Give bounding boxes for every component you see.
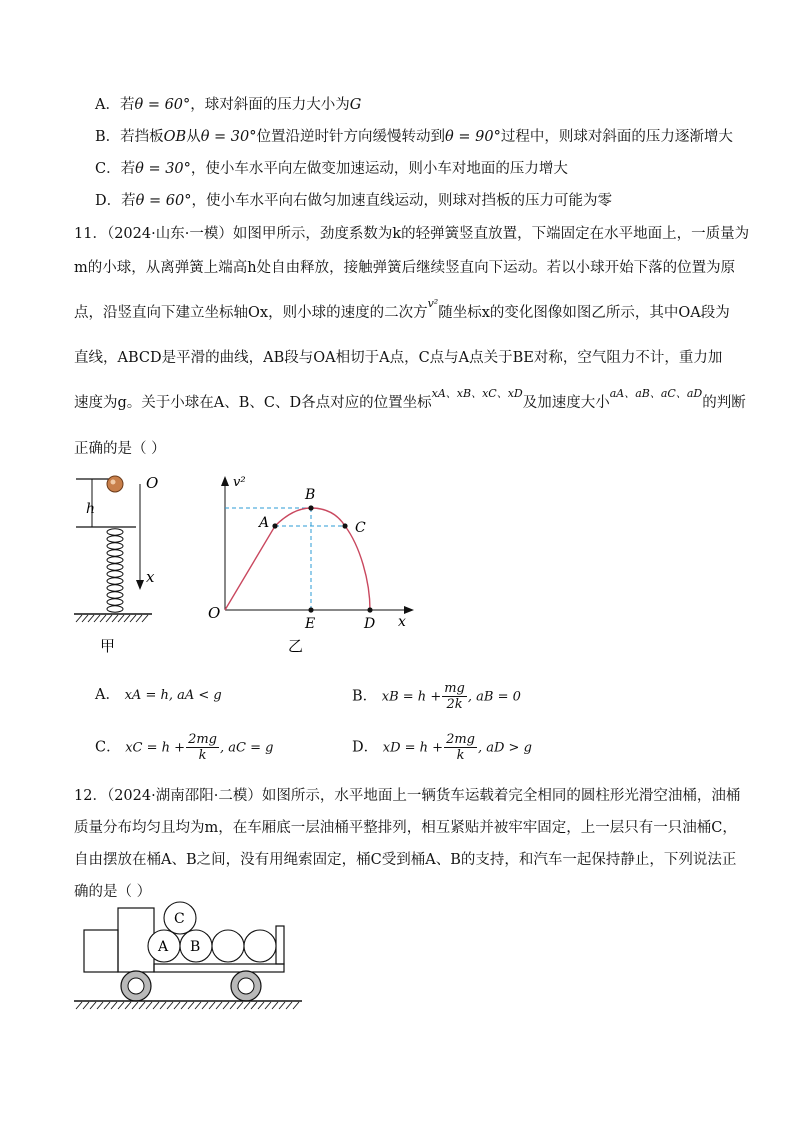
q11-figure-right — [200, 466, 430, 656]
prev-option-a: A．若θ = 60°，球对斜面的压力大小为G — [95, 97, 362, 113]
q11-line-3: 点，沿竖直向下建立坐标轴Ox，则小球的速度的二次方$^{v^2}$随坐标x的变化图像如图乙所示，其中OA段为 — [74, 297, 730, 321]
q11-figure-left — [60, 466, 210, 656]
q12-truck-figure — [70, 898, 310, 1018]
point-b-label: B — [305, 487, 316, 503]
q11-option-a[interactable]: A． xA = h, aA < g — [95, 687, 222, 703]
point-d-label: D — [364, 616, 376, 632]
q11-option-b[interactable]: B． xB = h + $\frac{mg}{2k}$ , aB = 0 — [352, 681, 521, 712]
prev-option-c: C．若θ = 30°，使小车水平向左做变加速运动，则小车对地面的压力增大 — [95, 161, 568, 177]
q11-line-1: 11．（2024·山东·一模）如图甲所示，劲度系数为k的轻弹簧竖直放置，下端固定在水平地面上，一质量为 — [74, 226, 750, 242]
q11-line-5: 速度为g。关于小球在A、B、C、D各点对应的位置坐标$^{xA、xB、xC、xD}$及加速度大小$^{aA、aB、aC、aD}$的判断 — [74, 387, 746, 411]
point-a-label: A — [259, 515, 270, 531]
drum-a-label: A — [158, 939, 169, 955]
label-axis-x: x — [398, 614, 406, 630]
caption-jia: 甲 — [100, 637, 116, 655]
drum-b-label: B — [190, 939, 201, 955]
label-o: O — [146, 474, 159, 492]
q12-line-4: 确的是（ ） — [74, 884, 152, 900]
q11-line-6: 正确的是（ ） — [74, 441, 166, 457]
q11-option-c[interactable]: C． xC = h + $\frac{2mg}{k}$ , aC = g — [95, 732, 274, 763]
q12-line-1: 12．（2024·湖南邵阳·二模）如图所示，水平地面上一辆货车运载着完全相同的圆柱形光滑空油桶，油桶 — [74, 788, 741, 804]
drum-c-label: C — [174, 911, 185, 927]
q11-line-4: 直线，ABCD是平滑的曲线，AB段与OA相切于A点，C点与A点关于BE对称，空气阻力不计，重力加 — [74, 350, 723, 366]
q12-line-3: 自由摆放在桶A、B之间，没有用绳索固定，桶C受到桶A、B的支持，和汽车一起保持静止，下列说法正 — [74, 852, 737, 868]
q11-line-2: m的小球，从离弹簧上端高h处自由释放，接触弹簧后继续竖直向下运动。若以小球开始下落的位置为原 — [74, 260, 736, 276]
prev-option-b: B．若挡板OB从θ = 30°位置沿逆时针方向缓慢转动到θ = 90°过程中，则球对斜面的压力逐渐增大 — [95, 129, 733, 145]
label-x: x — [146, 568, 155, 586]
point-e-label: E — [305, 616, 316, 632]
caption-yi: 乙 — [288, 637, 304, 655]
label-origin: O — [208, 604, 221, 622]
label-v2: v² — [233, 475, 246, 490]
label-h: h — [86, 501, 96, 517]
q11-option-d[interactable]: D． xD = h + $\frac{2mg}{k}$ , aD > g — [352, 732, 532, 763]
prev-option-d: D．若θ = 60°，使小车水平向右做匀加速直线运动，则球对挡板的压力可能为零 — [95, 193, 612, 209]
q12-line-2: 质量分布均匀且均为m，在车厢底一层油桶平整排列，相互紧贴并被牢牢固定，上一层只有一只油桶C， — [74, 820, 737, 836]
point-c-label: C — [355, 520, 366, 536]
